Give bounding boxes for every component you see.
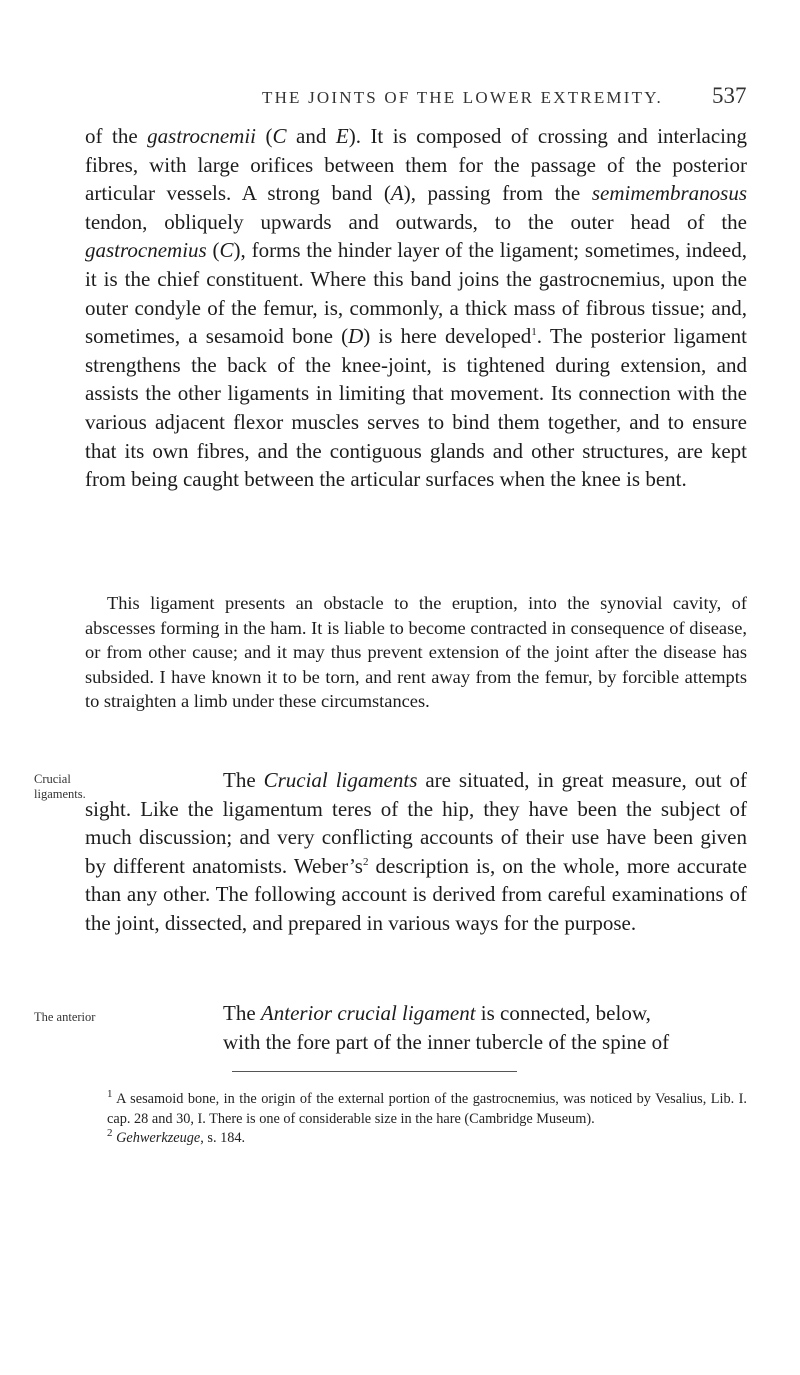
figure-letter: E [335,124,349,148]
italic-term: Anterior crucial ligament [260,1001,476,1025]
figure-letter: D [348,324,364,349]
text-run: ), forms the hinder layer of the ligament; sometimes, indeed, it is the chief constituent. Where this band joins the gastrocnemius, upon the outer condyle of the femur, is, commonly, a thick mass of fibrous tissue; and, sometimes, a sesamoid bone ( [85,238,747,349]
figure-letter: C [272,124,287,148]
footnote-reference[interactable]: 2 [362,855,369,868]
page-number: 537 [712,83,747,108]
text-run: The [223,1001,261,1025]
text-run: is connected, below, [475,1001,651,1025]
italic-term: gastrocnemii [147,124,257,148]
footnote-text: , s. 184. [200,1130,246,1146]
paragraph-anterior-crucial [85,999,747,1056]
footnote-1 [85,1090,747,1129]
paragraph-small-print [85,591,747,714]
footnote-text: A sesamoid bone, in the origin of the external portion of the gastrocnemius, was noticed by Vesalius, Lib. I. cap. 28 and 30, I. There is one of considerable size in the hare (Cambridge Museum). [107,1091,747,1127]
paragraph-crucial-ligaments [85,766,747,938]
figure-letter: A [390,181,404,206]
footnote-2 [85,1129,747,1149]
text-run: description is, on the whole, more accurate than any other. The following account is derived from careful examinations of the joint, dissected, and prepared in various ways for the purpose. [85,853,747,935]
text-run: ), passing from the [403,181,592,206]
text-run: of the [85,124,148,148]
text-run: tendon, obliquely upwards and outwards, to the outer head of the [85,209,747,234]
italic-term: semimembranosus [591,181,747,206]
text-run: are situated, in great measure, out of sight. Like the ligamentum teres of the hip, they have been the subject of much discussion; and very conflicting accounts of their use have been given by different anatomists. Weber’s [85,768,747,878]
footnote-divider [232,1071,517,1072]
figure-letter: C [219,238,234,263]
margin-note-anterior: The anterior [34,1010,96,1024]
italic-term: Crucial ligaments [263,768,418,792]
text-run: ) is here developed [363,324,532,349]
margin-note-line: ligaments. [34,787,86,801]
footnote-reference[interactable]: 1 [531,326,537,339]
running-title: THE JOINTS OF THE LOWER EXTREMITY. [262,88,663,107]
footnote-title: Gehwerkzeuge [116,1130,201,1146]
text-run: with the fore part of the inner tubercle of the spine of [223,1029,670,1054]
margin-note-line: Crucial [34,772,71,786]
text-run: ( [256,124,273,148]
paragraph-posterior-ligament [85,122,747,494]
footnote-mark: 2 [107,1127,113,1140]
footnote-mark: 1 [107,1088,113,1101]
text-run: . The posterior ligament strengthens the back of the knee-joint, is tightened during extension, and assists the other ligaments in limiting that movement. Its connection with the various adjacent flexor muscles serves to bind them together, and to ensure that its own fibres, and the contiguous glands and other structures, are kept from being caught between the articular surfaces when the knee is bent. [85,324,747,492]
small-print-text: This ligament presents an obstacle to the eruption, into the synovial cavity, of abscesses forming in the ham. It is liable to become contracted in consequence of disease, or from other cause; and it may thus prevent extension of the joint after the disease has subsided. I have known it to be torn, and rent away from the femur, by forcible attempts to straighten a limb under these circumstances. [85,593,747,712]
footnotes [85,1090,747,1149]
italic-term: gastrocnemius [85,238,207,263]
text-run: ( [206,238,220,263]
text-run: and [286,124,336,148]
text-run: ). It is composed of crossing and interlacing fibres, with large orifices between them for the passage of the posterior articular vessels. A strong band ( [85,124,748,206]
text-run: The [223,768,264,792]
margin-note-crucial [34,772,86,802]
